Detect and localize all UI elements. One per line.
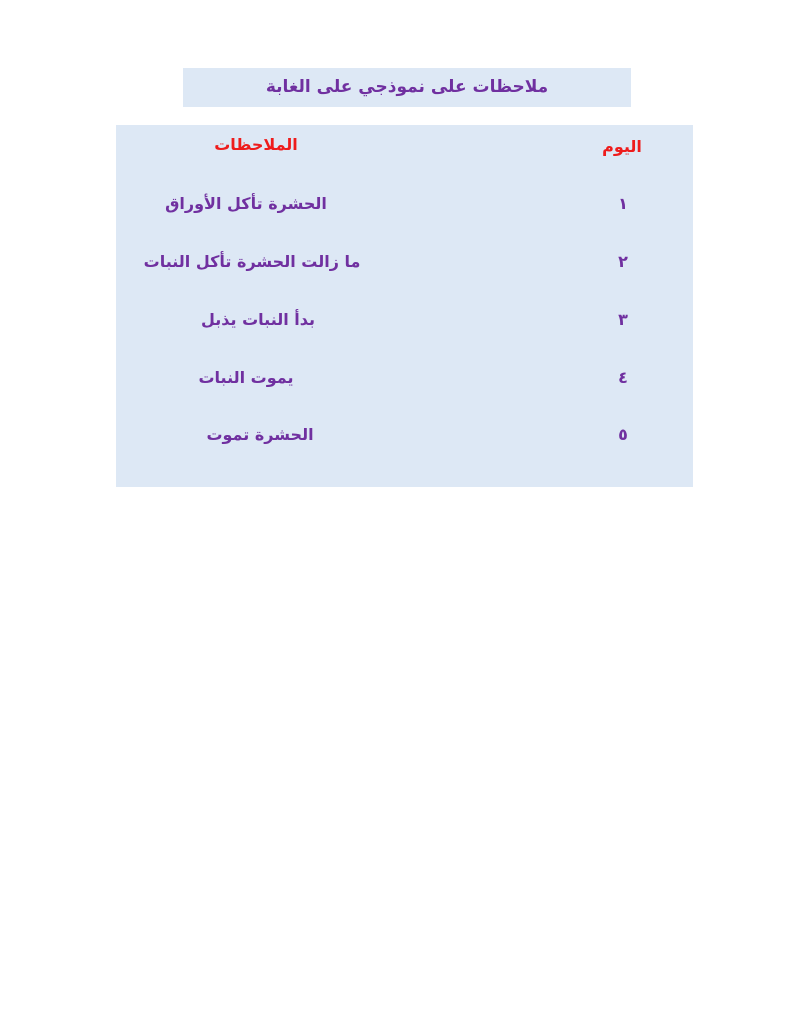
note-cell-1: الحشرة تأكل الأوراق xyxy=(165,194,327,213)
day-cell-1: ١ xyxy=(618,194,628,213)
page-title-box xyxy=(183,68,631,107)
day-cell-5: ٥ xyxy=(618,425,628,444)
day-cell-4: ٤ xyxy=(618,368,628,387)
day-column-header: اليوم xyxy=(602,137,642,156)
note-cell-3: بدأ النبات يذبل xyxy=(200,310,316,329)
notes-column-header: الملاحظات xyxy=(214,135,298,154)
day-cell-2: ٢ xyxy=(618,252,628,271)
note-cell-4: يموت النبات xyxy=(198,368,294,387)
day-cell-3: ٣ xyxy=(618,310,628,329)
note-cell-5: الحشرة تموت xyxy=(206,425,314,444)
note-cell-2: ما زالت الحشرة تأكل النبات xyxy=(143,252,361,271)
page-title: ملاحظات على نموذجي على الغابة xyxy=(265,77,549,97)
observations-table xyxy=(116,125,693,487)
